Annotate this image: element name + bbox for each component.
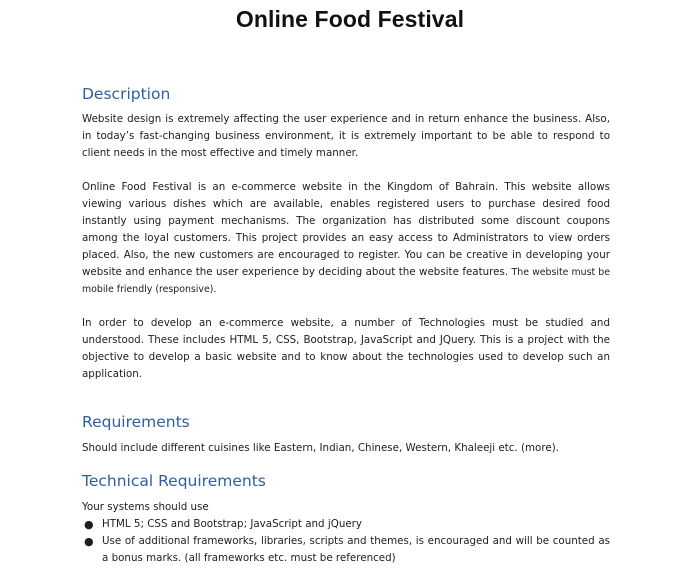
description-paragraph-2 (82, 179, 610, 298)
technical-requirements-heading: Technical Requirements (82, 472, 266, 490)
bullet-icon: ● (84, 535, 94, 548)
list-item (82, 516, 610, 533)
requirements-heading: Requirements (82, 413, 190, 431)
list-item-text: Use of additional frameworks, libraries, scripts and themes, is encouraged and will be counted as a bonus marks. (all frameworks etc. must be referenced) (102, 535, 610, 564)
list-item-text: HTML 5; CSS and Bootstrap; JavaScript and jQuery (102, 518, 363, 530)
responsive-note: The website must be mobile friendly (responsive). (82, 267, 610, 295)
bullet-icon: ● (84, 518, 94, 531)
description-paragraph-1: Website design is extremely affecting the user experience and in return enhance the business. Also, in today’s fast-changing business environment, it is extremely important to be able to respond to client needs in the most effective and timely manner. (82, 113, 610, 159)
description-paragraph-3: In order to develop an e-commerce website, a number of Technologies must be studied and understood. These includes HTML 5, CSS, Bootstrap, JavaScript and JQuery. This is a project with the objective to develop a basic website and to know about the technologies used to develop such an application. (82, 317, 610, 380)
technical-requirements-intro: Your systems should use (82, 501, 209, 513)
requirements-text: Should include different cuisines like Eastern, Indian, Chinese, Western, Khaleeji etc. (more). (82, 442, 559, 454)
page-title: Online Food Festival (235, 6, 465, 32)
list-item (82, 533, 610, 567)
description-paragraph-2-main: Online Food Festival is an e-commerce website in the Kingdom of Bahrain. This website allows viewing various dishes which are available, enables registered users to purchase desired food instantly using payment mechanisms. The organization has distributed some discount coupons among the loyal customers. This project provides an easy access to Administrators to view orders placed. Also, the new customers are encouraged to register. You can be creative in developing your website and enhance the user experience by deciding about the website features. (82, 181, 610, 278)
technical-requirements-list (82, 516, 610, 567)
description-heading: Description (82, 85, 171, 103)
